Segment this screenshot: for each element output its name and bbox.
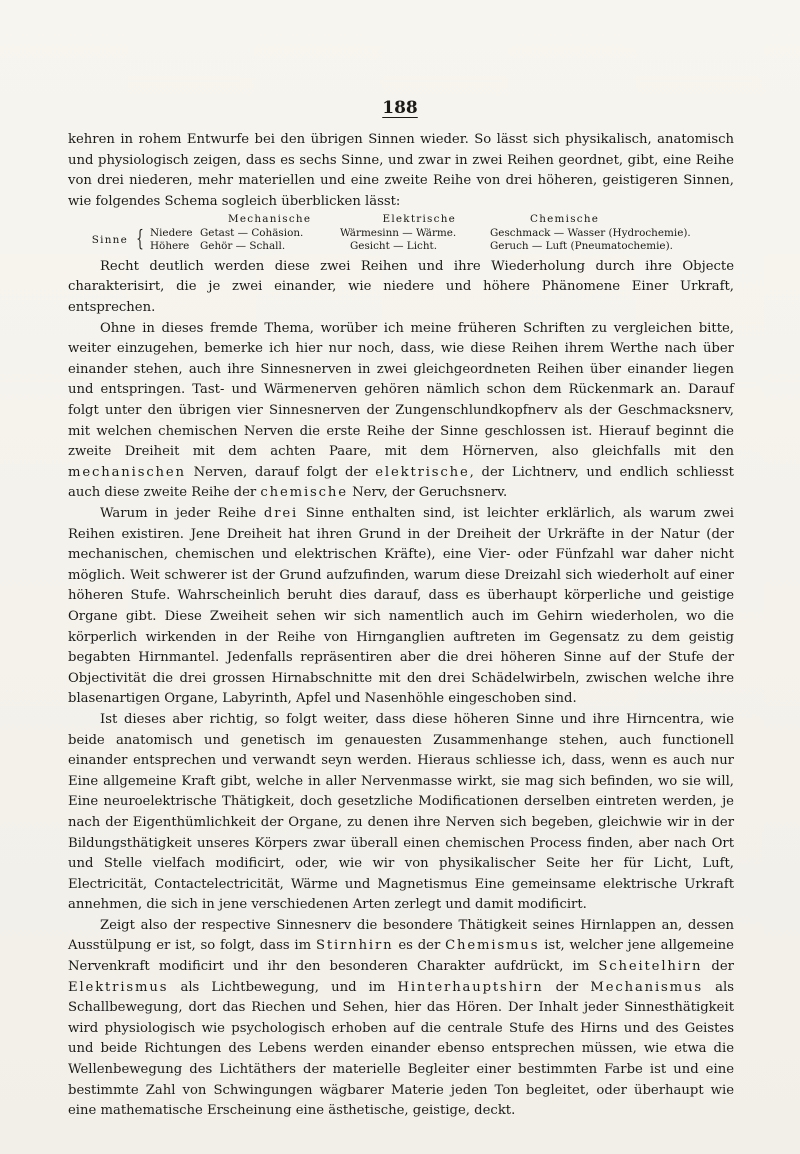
paragraph-2: Recht deutlich werden diese zwei Reihen und ihre Wiederholung durch ihre Objecte charakterisirt, die je zwei einander, wie niedere und höhere Phänomene Einer Urkraft, entsprechen. <box>68 258 734 316</box>
body-text <box>68 130 734 1122</box>
paragraph-6: Zeigt also der respective Sinnesnerv die besondere Thätigkeit seines Hirnlappen an, dessen Ausstülpung er ist, so folgt, dass im Stirnhirn es der Chemismus ist, welcher jene allgemeine Nervenkraft modificirt und ihr den besonderen Charakter aufdrückt, im Scheitelhirn der Elektrismus als Lichtbewegung, und im Hinterhauptshirn der Mechanismus als Schallbewegung, dort das Riechen und Sehen, hier das Hören. Der Inhalt jeder Sinnesthätigkeit wird physiologisch wie psychologisch erhoben auf die centrale Stufe des Hirns und des Geistes und beide Richtungen des Lebens werden einander ebenso entsprechen müssen, wie etwa die Wellenbewegung des Lichtäthers der materielle Begleiter einer bestimmten Farbe ist und eine bestimmte Zahl von Schwingungen wägbarer Materie jeden Ton begleitet, oder überhaupt wie eine mathematische Erscheinung eine ästhetische, geistige, deckt. <box>68 917 734 1119</box>
schema-headers <box>68 213 734 227</box>
schema-brace: { <box>136 227 144 253</box>
schema-header-electrical: Elektrische <box>382 213 457 226</box>
schema-row-label: Niedere <box>150 226 193 239</box>
spaced-term: drei <box>263 506 299 521</box>
schema-cell-mech: Gehör — Schall. <box>200 240 286 253</box>
schema-header-chemical: Chemische <box>530 213 600 226</box>
schema-row-label: Höhere <box>150 240 190 253</box>
spaced-term: Hinterhauptshirn <box>397 979 544 995</box>
page-number: 188 <box>382 98 418 118</box>
schema-rows <box>68 227 734 254</box>
schema-cell-mech: Getast — Cohäsion. <box>200 226 304 239</box>
schema-header-mechanical: Mechanische <box>228 213 312 226</box>
spaced-term: mechanischen <box>68 464 186 480</box>
spaced-term: Scheitelhirn <box>598 959 703 975</box>
schema-grid <box>150 227 691 254</box>
spaced-term: Stirnhirn <box>315 938 394 954</box>
paragraph-3: Ohne in dieses fremde Thema, worüber ich meine früheren Schriften zu vergleichen bitte, weiter einzugehen, bemerke ich hier nur noch, dass, wie diese Reihen ihrem Werthe nach über einander stehen, auch ihre Sinnesnerven in zwei gleichgeordneten Reihen über einander liegen und entspringen. Tast- und Wärmenerven gehören nämlich schon dem Rückenmark an. Darauf folgt unter den übrigen vier Sinnesnerven der Zungenschlundkopfnerv als der Geschmacksnerv, mit welchen chemischen Nerven die erste Reihe der Sinne geschlossen ist. Hierauf beginnt die zweite Dreiheit mit dem achten Paare, mit dem Hörnerven, also gleichfalls mit den mechanischen Nerven, darauf folgt der elektrische, der Lichtnerv, und endlich schliesst auch diese zweite Reihe der chemische Nerv, der Geruchsnerv. <box>68 320 734 501</box>
schema-cell-elek: Wärmesinn — Wärme. <box>340 226 457 239</box>
schema-cell-chem: Geruch — Luft (Pneumatochemie). <box>490 240 673 253</box>
senses-schema <box>68 213 734 254</box>
schema-cell-elek: Gesicht — Licht. <box>350 240 438 253</box>
spaced-term: elektrische <box>375 464 470 480</box>
paragraph-4: Warum in jeder Reihe drei Sinne enthalten sind, ist leichter erklärlich, als warum zwei Reihen existiren. Jene Dreiheit hat ihren Grund in der Dreiheit der Urkräfte in der Natur (der mechanischen, chemischen und elektrischen Kräfte), eine Vier- oder Fünfzahl war daher nicht möglich. Weit schwerer ist der Grund aufzufinden, warum diese Dreizahl sich wiederholt auf einer höheren Stufe. Wahrscheinlich beruht dies darauf, dass es überhaupt körperliche und geistige Organe gibt. Diese Zweiheit sehen wir sich namentlich auch im Gehirn wiederholen, wo die körperlich wirkenden in der Reihe von Hirnganglien auftreten im Gegensatz zu dem geistig begabten Hirnmantel. Jedenfalls repräsentiren aber die drei höheren Sinne auf der Stufe der Objectivität die drei grossen Hirnabschnitte mit den drei Schädelwirbeln, zwischen welche ihre blasenartigen Organe, Labyrinth, Apfel und Nasenhöhle eingeschoben sind. <box>68 506 734 707</box>
schema-cell-chem: Geschmack — Wasser (Hydrochemie). <box>490 226 691 239</box>
spaced-term: chemische <box>260 485 348 501</box>
schema-row-lower <box>150 227 691 241</box>
paragraph-5: Ist dieses aber richtig, so folgt weiter, dass diese höheren Sinne und ihre Hirncentra, wie beide anatomisch und genetisch im genauesten Zusammenhange stehen, auch functionell einander entsprechen und verwandt seyn werden. Hieraus schliesse ich, dass, wenn es auch nur Eine allgemeine Kraft gibt, welche in aller Nervenmasse wirkt, sie mag sich befinden, wo sie will, Eine neuroelektrische Thätigkeit, doch gesetzliche Modificationen derselben eintreten werden, je nach der Eigenthümlichkeit der Organe, zu denen ihre Nerven sich begeben, gleichwie wir in der Bildungsthätigkeit unseres Körpers zwar überall einen chemischen Process finden, aber nach Ort und Stelle vielfach modificirt, oder, wie wir von physikalischer Seite her für Licht, Luft, Electricität, Contactelectricität, Wärme und Magnetismus Eine gemeinsame elektrische Urkraft annehmen, die sich in jene verschiedenen Arten zerlegt und damit modificirt. <box>68 711 734 913</box>
spaced-term: Chemismus <box>445 938 540 954</box>
schema-side-label: Sinne <box>91 233 128 246</box>
schema-row-higher <box>150 240 691 254</box>
spaced-term: Mechanismus <box>590 979 703 995</box>
spaced-term: Elektrismus <box>68 979 169 995</box>
paragraph-1: kehren in rohem Entwurfe bei den übrigen Sinnen wieder. So lässt sich physikalisch, anatomisch und physiologisch zeigen, dass es sechs Sinne, und zwar in zwei Reihen geordnet, gibt, eine Reihe von drei niederen, mehr materiellen und eine zweite Reihe von drei höheren, geistigeren Sinnen, wie folgendes Schema sogleich überblicken lässt: <box>68 132 734 209</box>
